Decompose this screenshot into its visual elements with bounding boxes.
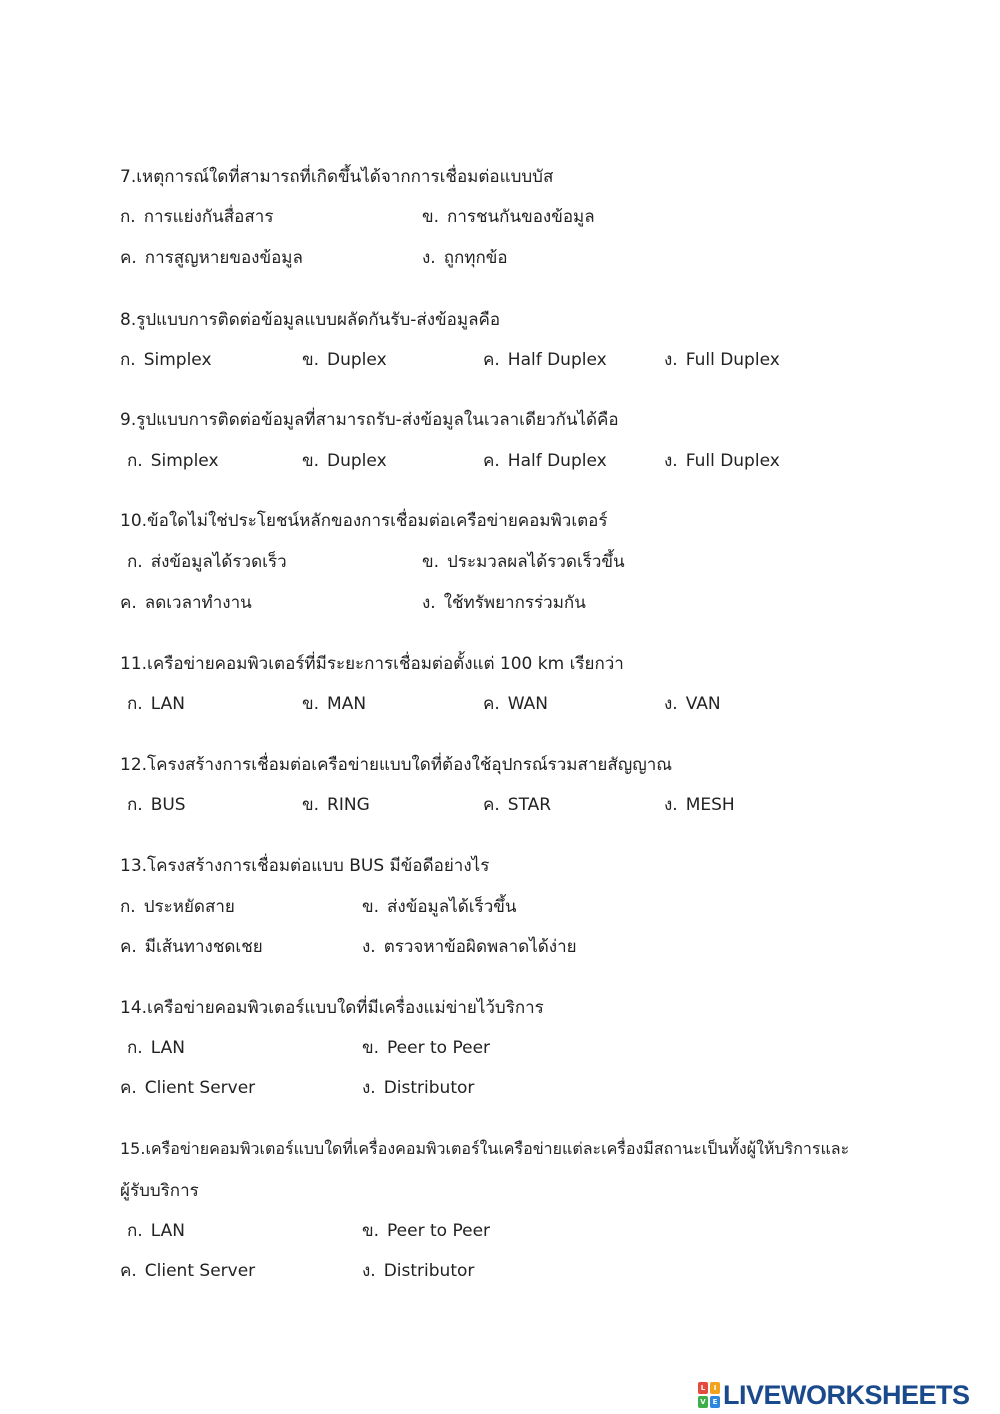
question-10-text: 10.ข้อใดไม่ใช่ประโยชน์หลักของการเชื่อมต่อเครือข่ายคอมพิวเตอร์ xyxy=(120,511,608,531)
question-12-text: 12.โครงสร้างการเชื่อมต่อเครือข่ายแบบใดที่ต้องใช้อุปกรณ์รวมสายสัญญาณ xyxy=(120,755,673,775)
option-q7-a[interactable]: ก. การแย่งกันสื่อสาร xyxy=(120,207,274,227)
option-q13-a[interactable]: ก. ประหยัดสาย xyxy=(120,897,235,917)
logo-text: LIVEWORKSHEETS xyxy=(723,1379,970,1410)
option-q15-c[interactable]: ค. Client Server xyxy=(120,1261,256,1281)
option-q14-c[interactable]: ค. Client Server xyxy=(120,1078,256,1098)
option-q13-c[interactable]: ค. มีเส้นทางชดเชย xyxy=(120,937,263,957)
question-7-text: 7.เหตุการณ์ใดที่สามารถที่เกิดขึ้นได้จากการเชื่อมต่อแบบบัส xyxy=(120,167,554,187)
option-q12-d[interactable]: ง. MESH xyxy=(664,795,735,815)
option-q9-b[interactable]: ข. Duplex xyxy=(302,451,387,471)
question-9-text: 9.รูปแบบการติดต่อข้อมูลที่สามารถรับ-ส่งข้อมูลในเวลาเดียวกันได้คือ xyxy=(120,410,619,430)
option-q9-c[interactable]: ค. Half Duplex xyxy=(483,451,607,471)
question-14-text: 14.เครือข่ายคอมพิวเตอร์แบบใดที่มีเครื่องแม่ข่ายไว้บริการ xyxy=(120,998,544,1018)
option-q11-a[interactable]: ก. LAN xyxy=(127,694,185,714)
option-q10-a[interactable]: ก. ส่งข้อมูลได้รวดเร็ว xyxy=(127,552,287,572)
option-q10-d[interactable]: ง. ใช้ทรัพยากรร่วมกัน xyxy=(422,593,586,613)
option-q13-b[interactable]: ข. ส่งข้อมูลได้เร็วขึ้น xyxy=(362,897,517,917)
question-15-text: 15.เครือข่ายคอมพิวเตอร์แบบใดที่เครื่องคอมพิวเตอร์ในเครือข่ายแต่ละเครื่องมีสถานะเป็นทั้งผู้ให้บริการและ xyxy=(120,1139,850,1158)
logo-mark-icon: L I V E xyxy=(698,1382,720,1408)
option-q8-b[interactable]: ข. Duplex xyxy=(302,350,387,370)
option-q9-d[interactable]: ง. Full Duplex xyxy=(664,451,780,471)
question-8-text: 8.รูปแบบการติดต่อข้อมูลแบบผลัดกันรับ-ส่งข้อมูลคือ xyxy=(120,310,501,330)
option-q9-a[interactable]: ก. Simplex xyxy=(127,451,219,471)
option-q7-d[interactable]: ง. ถูกทุกข้อ xyxy=(422,248,508,268)
question-13-text: 13.โครงสร้างการเชื่อมต่อแบบ BUS มีข้อดีอย่างไร xyxy=(120,856,490,876)
question-11-text: 11.เครือข่ายคอมพิวเตอร์ที่มีระยะการเชื่อมต่อตั้งแต่ 100 km เรียกว่า xyxy=(120,654,624,674)
question-15-text-cont: ผู้รับบริการ xyxy=(120,1181,199,1201)
option-q8-d[interactable]: ง. Full Duplex xyxy=(664,350,780,370)
option-q12-b[interactable]: ข. RING xyxy=(302,795,370,815)
option-q11-b[interactable]: ข. MAN xyxy=(302,694,367,714)
option-q15-d[interactable]: ง. Distributor xyxy=(362,1261,475,1281)
option-q11-d[interactable]: ง. VAN xyxy=(664,694,721,714)
option-q10-c[interactable]: ค. ลดเวลาทำงาน xyxy=(120,593,252,613)
option-q14-b[interactable]: ข. Peer to Peer xyxy=(362,1038,491,1058)
option-q14-d[interactable]: ง. Distributor xyxy=(362,1078,475,1098)
option-q7-c[interactable]: ค. การสูญหายของข้อมูล xyxy=(120,248,303,268)
option-q13-d[interactable]: ง. ตรวจหาข้อผิดพลาดได้ง่าย xyxy=(362,937,577,957)
option-q12-a[interactable]: ก. BUS xyxy=(127,795,186,815)
option-q11-c[interactable]: ค. WAN xyxy=(483,694,549,714)
option-q12-c[interactable]: ค. STAR xyxy=(483,795,552,815)
option-q14-a[interactable]: ก. LAN xyxy=(127,1038,185,1058)
option-q15-b[interactable]: ข. Peer to Peer xyxy=(362,1221,491,1241)
option-q8-a[interactable]: ก. Simplex xyxy=(120,350,212,370)
option-q7-b[interactable]: ข. การชนกันของข้อมูล xyxy=(422,207,595,227)
option-q10-b[interactable]: ข. ประมวลผลได้รวดเร็วขึ้น xyxy=(422,552,625,572)
liveworksheets-logo[interactable] xyxy=(698,1380,970,1410)
option-q15-a[interactable]: ก. LAN xyxy=(127,1221,185,1241)
option-q8-c[interactable]: ค. Half Duplex xyxy=(483,350,607,370)
